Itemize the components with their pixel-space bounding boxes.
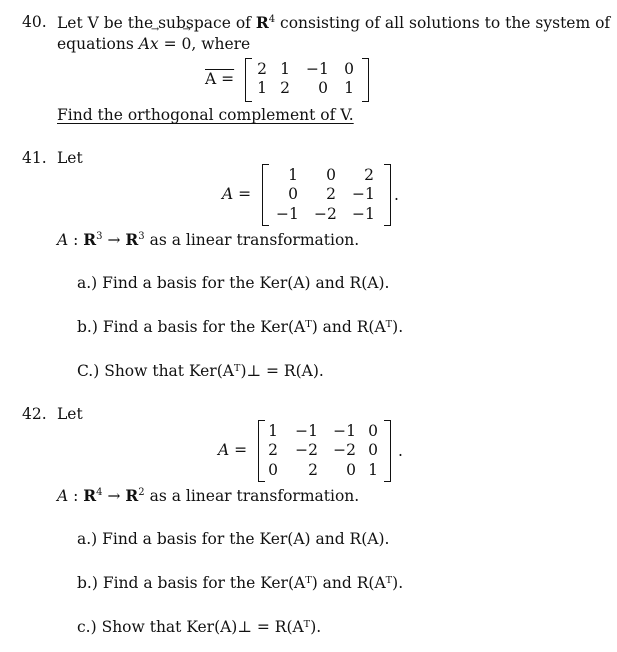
matrix-cell: 0 — [326, 166, 336, 184]
matrix-cell: 0 — [344, 60, 354, 78]
matrix-cell: 2 — [280, 79, 290, 97]
matrix-cell: −2 — [333, 441, 356, 459]
matrix-right-bracket — [362, 58, 369, 102]
matrix-cell: −1 — [333, 422, 356, 440]
problem-41-part-c: C.) Show that Ker(Aᵀ)⊥ = R(A). — [77, 362, 324, 380]
problem-42-matrix-label: A = — [218, 441, 248, 459]
matrix-cell: 0 — [368, 422, 378, 440]
matrix-cell: 0 — [318, 79, 328, 97]
matrix-cell: 0 — [268, 461, 278, 479]
problem-40-statement-line2: equations Ax → = 0 →, where — [57, 35, 250, 53]
matrix-cell: 1 — [257, 79, 267, 97]
matrix-cell: 2 — [308, 461, 318, 479]
matrix-left-bracket — [262, 164, 269, 226]
problem-41-matrix-label: A = — [222, 185, 252, 203]
matrix-cell: 1 — [368, 461, 378, 479]
matrix-cell: 1 — [344, 79, 354, 97]
matrix-cell: −2 — [314, 205, 337, 223]
problem-42-mapping: A : $R^4 \to R^2$ as a linear transformation. — [57, 486, 360, 505]
problem-41-mapping: A : $R^3 \to R^3$ as a linear transformation. — [57, 230, 360, 249]
problem-41-number: 41. — [22, 149, 47, 167]
problem-42-part-c: c.) Show that Ker(A)⊥ = R(Aᵀ). — [77, 618, 322, 636]
problem-42-let: Let — [57, 405, 83, 423]
matrix-cell: −1 — [352, 185, 375, 203]
matrix-cell: 2 — [364, 166, 374, 184]
matrix-cell: 2 — [268, 441, 278, 459]
matrix-cell: −2 — [295, 441, 318, 459]
matrix-period: . — [394, 186, 399, 204]
problem-41-part-a: a.) Find a basis for the Ker(A) and R(A). — [77, 274, 390, 292]
matrix-cell: 2 — [326, 185, 336, 203]
problem-40-instruction: Find the orthogonal complement of V. — [57, 106, 354, 124]
matrix-cell: −1 — [306, 60, 329, 78]
problem-42-part-a: a.) Find a basis for the Ker(A) and R(A). — [77, 530, 390, 548]
matrix-cell: 1 — [280, 60, 290, 78]
matrix-cell: 0 — [346, 461, 356, 479]
matrix-cell: 2 — [257, 60, 267, 78]
matrix-cell: −1 — [276, 205, 299, 223]
matrix-cell: 1 — [268, 422, 278, 440]
matrix-cell: 0 — [368, 441, 378, 459]
matrix-cell: −1 — [352, 205, 375, 223]
problem-41-let: Let — [57, 149, 83, 167]
matrix-right-bracket — [384, 164, 391, 226]
problem-42-number: 42. — [22, 405, 47, 423]
problem-41-part-b: b.) Find a basis for the Ker(Aᵀ) and R(Aᵀ). — [77, 318, 404, 336]
problem-42-part-b: b.) Find a basis for the Ker(Aᵀ) and R(Aᵀ). — [77, 574, 404, 592]
problem-40-number: 40. — [22, 13, 47, 31]
matrix-right-bracket — [384, 420, 391, 482]
matrix-cell: −1 — [295, 422, 318, 440]
matrix-cell: 0 — [288, 185, 298, 203]
matrix-period: . — [398, 442, 403, 460]
matrix-cell: 1 — [288, 166, 298, 184]
problem-40-statement-line1: Let V be the subspace of $R^4$ consisting of all solutions to the system of — [57, 13, 611, 32]
problem-40-matrix-label: A = — [205, 70, 235, 88]
